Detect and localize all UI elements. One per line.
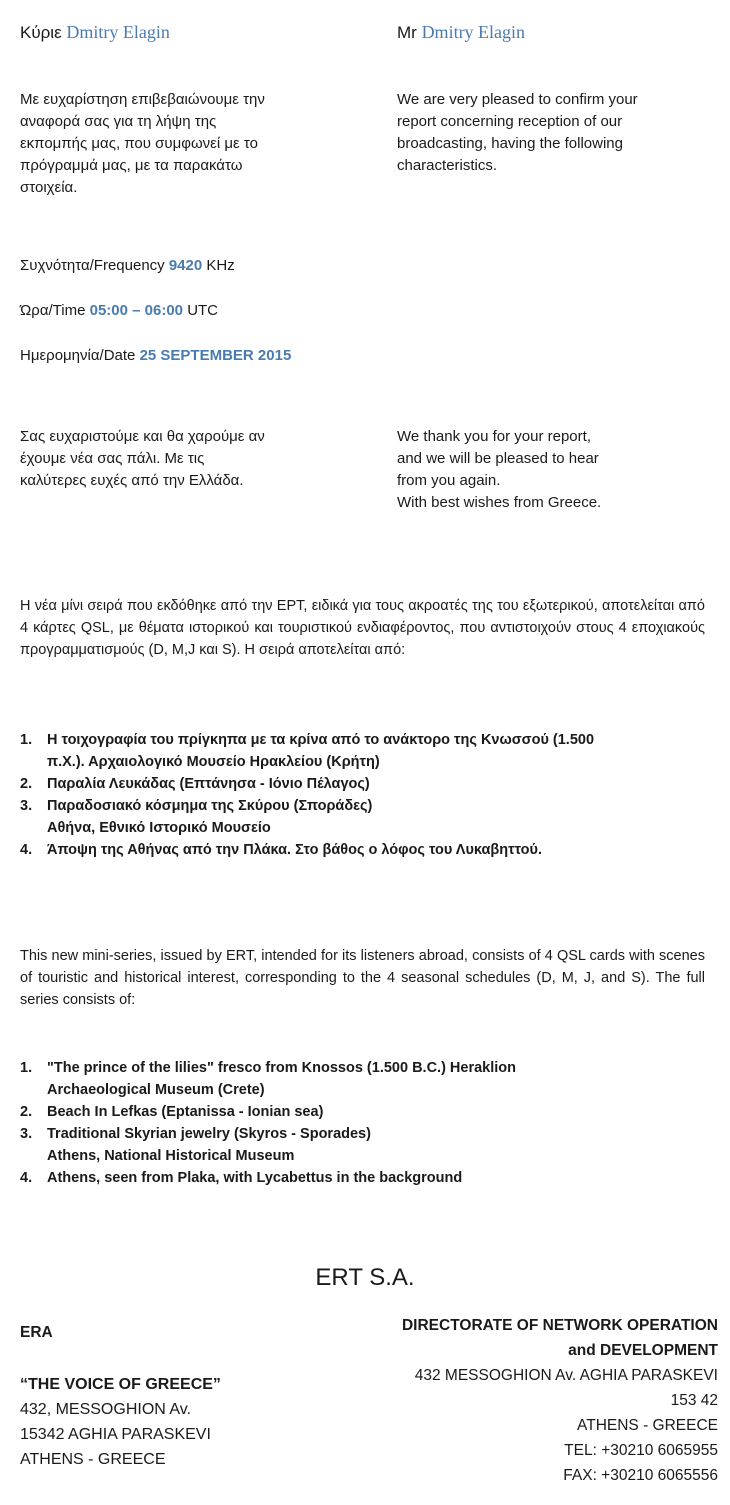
- list-item: [20, 729, 710, 773]
- text-line: characteristics.: [397, 157, 498, 174]
- salutation-greek: [20, 22, 340, 43]
- item-text: Παραδοσιακό κόσμημα της Σκύρου (Σποράδες): [47, 798, 373, 814]
- item-text: Αθήνα, Εθνικό Ιστορικό Μουσείο: [47, 820, 271, 836]
- text-line: καλύτερες ευχές από την Ελλάδα.: [20, 472, 244, 489]
- item-text: "The prince of the lilies" fresco from Knossos (1.500 B.C.) Heraklion: [47, 1060, 517, 1076]
- thanks-english: [397, 426, 717, 514]
- footer-right-address: [318, 1313, 718, 1488]
- address-line: 15342 AGHIA PARASKEVI: [20, 1426, 211, 1443]
- fax: FAX: +30210 6065556: [563, 1467, 718, 1484]
- item-number: 3.: [20, 798, 33, 814]
- date-row: [20, 347, 291, 364]
- recipient-name-greek: Dmitry Elagin: [66, 22, 170, 42]
- salutation-prefix-greek: Κύριε: [20, 23, 62, 42]
- list-item: [20, 773, 710, 795]
- list-item: [20, 1057, 710, 1101]
- item-number: 4.: [20, 842, 33, 858]
- text-line: έχουμε νέα σας πάλι. Με τις: [20, 450, 205, 467]
- text-line: We are very pleased to confirm your: [397, 91, 638, 108]
- item-number: 2.: [20, 1104, 33, 1120]
- recipient-name-english: Dmitry Elagin: [421, 22, 526, 42]
- department-line: and DEVELOPMENT: [568, 1342, 718, 1359]
- text-line: We thank you for your report,: [397, 428, 591, 445]
- item-text: π.Χ.). Αρχαιολογικό Μουσείο Ηρακλείου (Κρήτη): [47, 754, 380, 770]
- text-line: and we will be pleased to hear: [397, 450, 599, 467]
- footer-left-label: ERA: [20, 1324, 53, 1341]
- station-name: “THE VOICE OF GREECE”: [20, 1376, 221, 1393]
- frequency-row: [20, 257, 235, 274]
- list-item: [20, 1167, 710, 1189]
- department-line: DIRECTORATE OF NETWORK OPERATION: [401, 1317, 718, 1334]
- text-line: εκπομπής μας, που συμφωνεί με το: [20, 135, 258, 152]
- text-line: report concerning reception of our: [397, 113, 623, 130]
- list-item: [20, 795, 710, 839]
- text-line: With best wishes from Greece.: [397, 494, 602, 511]
- date-value: 25 SEPTEMBER 2015: [139, 347, 292, 364]
- item-number: 4.: [20, 1170, 33, 1186]
- item-text: Η τοιχογραφία του πρίγκηπα με τα κρίνα από το ανάκτορο της Κνωσσού (1.500: [47, 732, 595, 748]
- series-list-english: [20, 1057, 710, 1189]
- footer-left-address: [20, 1372, 221, 1472]
- time-row: [20, 302, 218, 319]
- series-list-greek: [20, 729, 710, 861]
- item-number: 1.: [20, 1060, 33, 1076]
- thanks-greek: [20, 426, 340, 492]
- company-name: ERT S.A.: [315, 1264, 415, 1291]
- item-text: Archaeological Museum (Crete): [47, 1082, 265, 1098]
- time-unit: UTC: [187, 302, 219, 319]
- time-value: 05:00 – 06:00: [89, 302, 184, 319]
- confirm-english: [397, 89, 717, 177]
- frequency-label: Συχνότητα/Frequency: [20, 257, 165, 274]
- text-line: αναφορά σας για τη λήψη της: [20, 113, 217, 130]
- date-label: Ημερομηνία/Date: [20, 347, 136, 364]
- text-line: πρόγραμμά μας, με τα παρακάτω: [20, 157, 243, 174]
- item-text: Traditional Skyrian jewelry (Skyros - Sporades): [47, 1126, 371, 1142]
- address-line: 432, MESSOGHION Av.: [20, 1401, 192, 1418]
- item-number: 1.: [20, 732, 33, 748]
- list-item: [20, 1123, 710, 1167]
- address-line: ATHENS - GREECE: [20, 1451, 166, 1468]
- text-line: Με ευχαρίστηση επιβεβαιώνουμε την: [20, 91, 265, 108]
- item-text: Παραλία Λευκάδας (Επτάνησα - Ιόνιο Πέλαγος): [47, 776, 370, 792]
- text-line: στοιχεία.: [20, 179, 78, 196]
- series-intro-greek: Η νέα μίνι σειρά που εκδόθηκε από την ΕΡΤ, ειδικά για τους ακροατές της του εξωτερικού, αποτελείται από 4 κάρτες QSL, με θέματα ιστορικού και τουριστικού ενδιαφέροντος, που αντιστοιχούν στους 4 εποχιακούς προγραμματισμούς (D, M,J και S). Η σειρά αποτελείται από:: [20, 598, 705, 658]
- postcode: 153 42: [670, 1392, 718, 1409]
- confirm-greek: [20, 89, 340, 199]
- frequency-value: 9420: [168, 257, 203, 274]
- frequency-unit: KHz: [206, 257, 235, 274]
- item-text: Beach In Lefkas (Eptanissa - Ionian sea): [47, 1104, 324, 1120]
- text-line: Σας ευχαριστούμε και θα χαρούμε αν: [20, 428, 265, 445]
- item-text: Athens, National Historical Museum: [47, 1148, 295, 1164]
- salutation-prefix-english: Mr: [397, 23, 417, 42]
- salutation-english: [397, 22, 717, 43]
- item-text: Άποψη της Αθήνας από την Πλάκα. Στο βάθος ο λόφος του Λυκαβηττού.: [47, 842, 542, 858]
- text-line: broadcasting, having the following: [397, 135, 623, 152]
- list-item: [20, 839, 710, 861]
- item-number: 3.: [20, 1126, 33, 1142]
- item-text: Athens, seen from Plaka, with Lycabettus in the background: [47, 1170, 463, 1186]
- item-number: 2.: [20, 776, 33, 792]
- time-label: Ώρα/Time: [20, 302, 86, 319]
- list-item: [20, 1101, 710, 1123]
- address-line: 432 MESSOGHION Av. AGHIA PARASKEVI: [414, 1367, 718, 1384]
- city: ATHENS - GREECE: [577, 1417, 718, 1434]
- telephone: TEL: +30210 6065955: [564, 1442, 718, 1459]
- text-line: from you again.: [397, 472, 501, 489]
- series-intro-english: This new mini-series, issued by ERT, intended for its listeners abroad, consists of 4 QSL cards with scenes of touristic and historical interest, corresponding to the 4 seasonal schedules (D, M, J, and S). The full series consists of:: [20, 948, 705, 1008]
